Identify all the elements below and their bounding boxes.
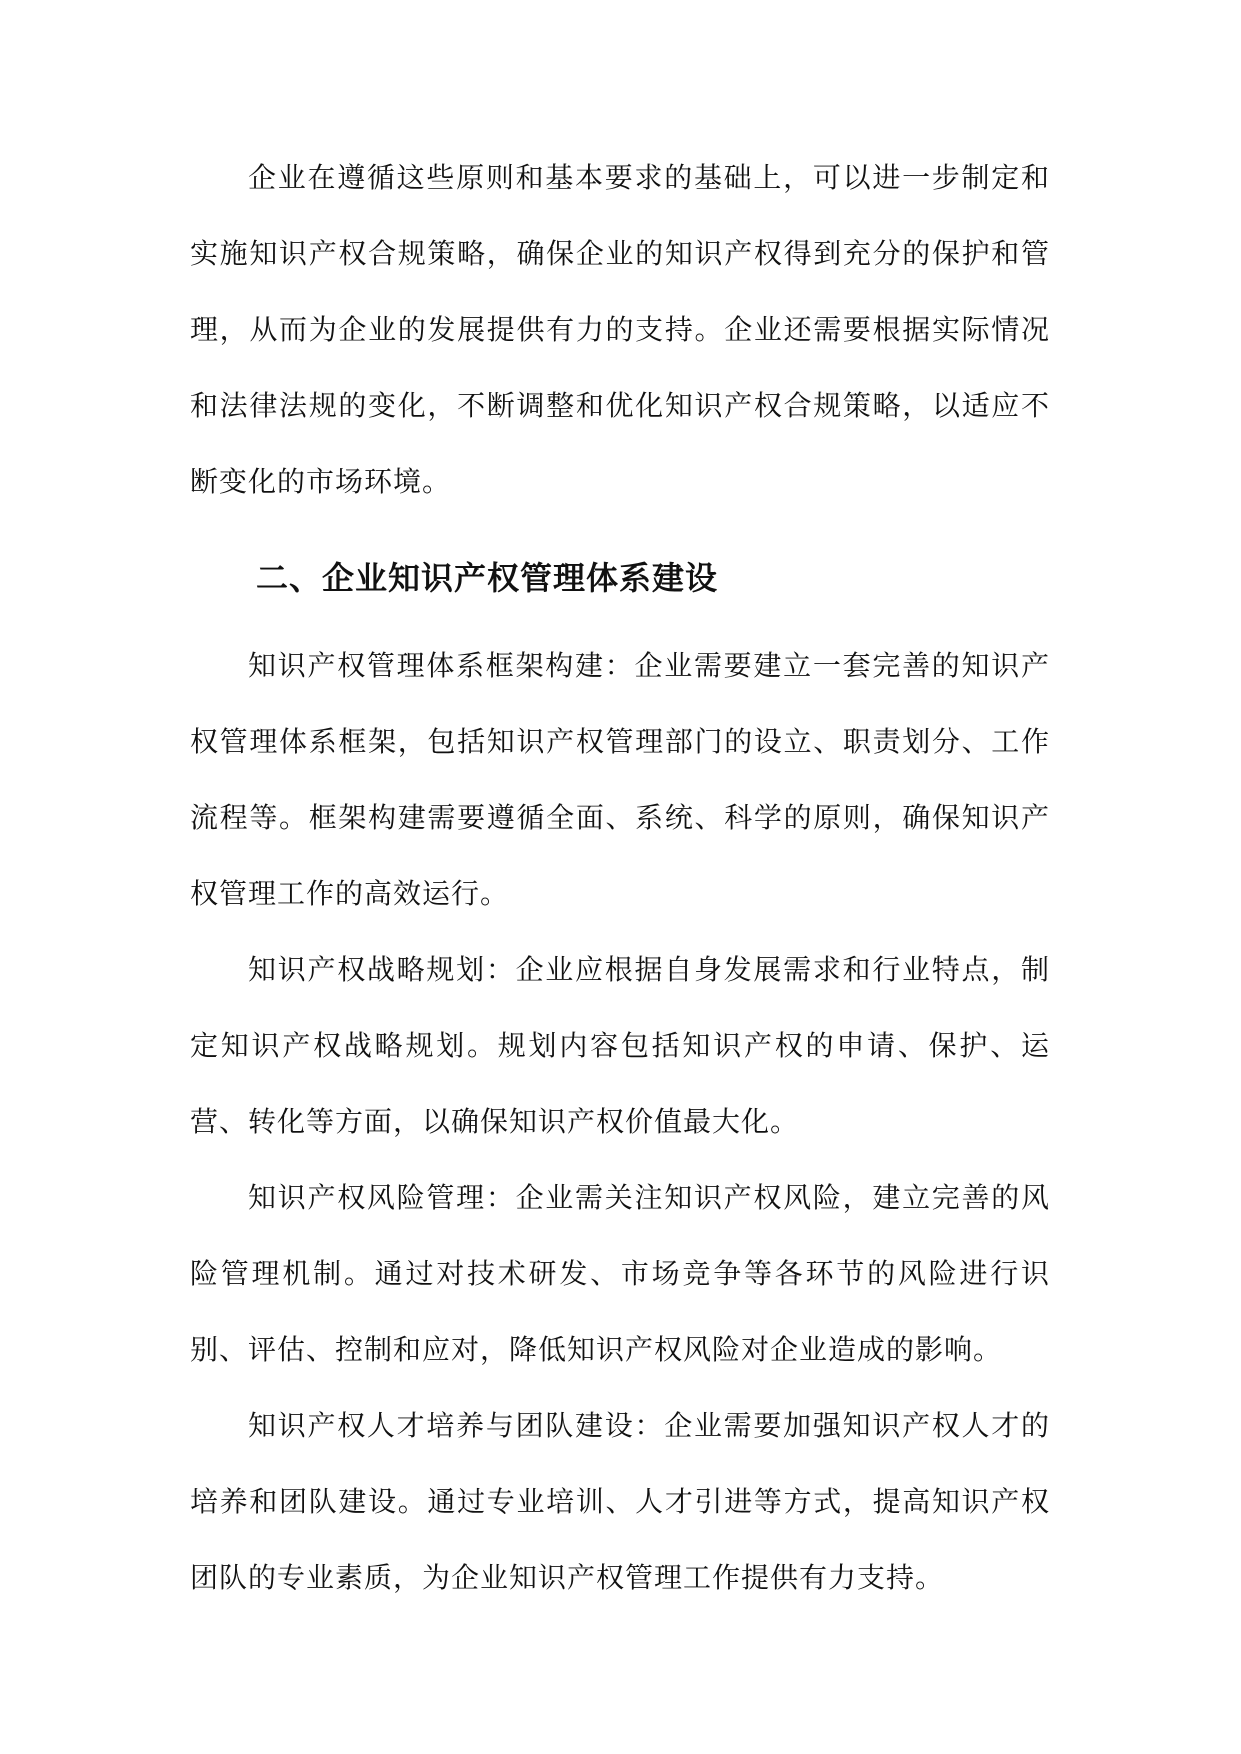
paragraph-strategy: 知识产权战略规划：企业应根据自身发展需求和行业特点，制定知识产权战略规划。规划内容包括知识产权的申请、保护、运营、转化等方面，以确保知识产权价值最大化。 [190,953,1050,1138]
paragraph-risk: 知识产权风险管理：企业需关注知识产权风险，建立完善的风险管理机制。通过对技术研发、市场竞争等各环节的风险进行识别、评估、控制和应对，降低知识产权风险对企业造成的影响。 [190,1181,1050,1366]
intro-paragraph: 企业在遵循这些原则和基本要求的基础上，可以进一步制定和实施知识产权合规策略，确保企业的知识产权得到充分的保护和管理，从而为企业的发展提供有力的支持。企业还需要根据实际情况和法律法规的变化，不断调整和优化知识产权合规策略，以适应不断变化的市场环境。 [190,161,1050,498]
document-body [190,140,1050,1616]
paragraph-talent: 知识产权人才培养与团队建设：企业需要加强知识产权人才的培养和团队建设。通过专业培训、人才引进等方式，提高知识产权团队的专业素质，为企业知识产权管理工作提供有力支持。 [190,1409,1050,1594]
section-heading: 二、企业知识产权管理体系建设 [256,559,719,597]
paragraph-framework: 知识产权管理体系框架构建：企业需要建立一套完善的知识产权管理体系框架，包括知识产权管理部门的设立、职责划分、工作流程等。框架构建需要遵循全面、系统、科学的原则，确保知识产权管理工作的高效运行。 [190,649,1050,910]
